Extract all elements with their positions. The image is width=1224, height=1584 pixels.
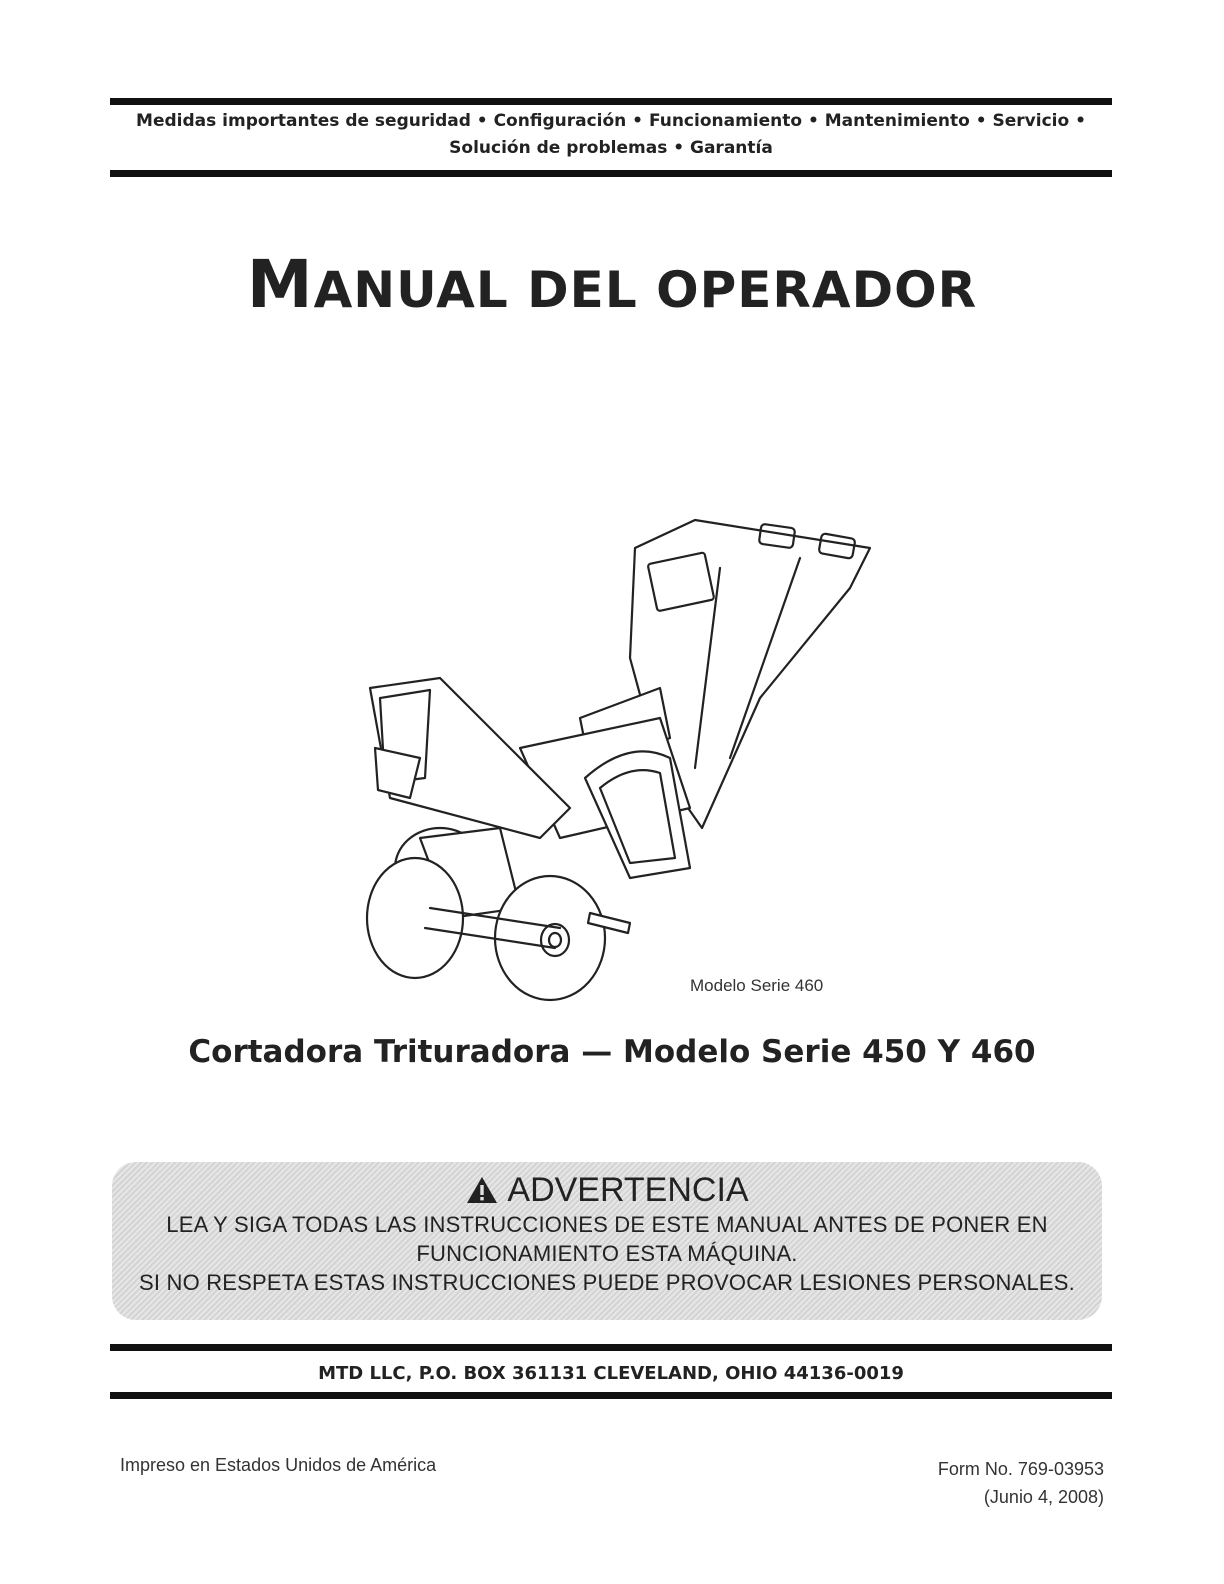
top-rule-2	[110, 170, 1112, 177]
bottom-rule-1	[110, 1344, 1112, 1351]
bottom-rule-2	[110, 1392, 1112, 1399]
warning-line-1: LEA Y SIGA TODAS LAS INSTRUCCIONES DE ESTE MANUAL ANTES DE PONER EN	[166, 1212, 1048, 1237]
title-first-word: ANUAL	[313, 261, 509, 319]
printed-in: Impreso en Estados Unidos de América	[120, 1455, 437, 1475]
warning-triangle-icon	[465, 1175, 499, 1205]
warning-line-2: FUNCIONAMIENTO ESTA MÁQUINA.	[416, 1241, 798, 1266]
topics-line-1: Medidas importantes de seguridad • Configuración • Funcionamiento • Mantenimiento • Servicio •	[136, 111, 1086, 131]
illustration-caption: Modelo Serie 460	[690, 976, 824, 995]
warning-heading-text: ADVERTENCIA	[507, 1171, 749, 1209]
title-rest: DEL OPERADOR	[508, 261, 978, 319]
form-number: Form No. 769-03953	[937, 1459, 1104, 1479]
warning-box	[112, 1162, 1102, 1320]
company-address: MTD LLC, P.O. BOX 361131 CLEVELAND, OHIO 44136-0019	[318, 1363, 904, 1384]
page-title	[0, 246, 1224, 323]
warning-line-3: SI NO RESPETA ESTAS INSTRUCCIONES PUEDE PROVOCAR LESIONES PERSONALES.	[139, 1270, 1075, 1295]
title-initial: M	[246, 246, 314, 323]
form-info	[938, 1455, 1104, 1511]
warning-heading	[112, 1170, 1102, 1210]
topics-banner	[110, 108, 1112, 162]
topics-line-2: Solución de problemas • Garantía	[449, 138, 773, 158]
chipper-shredder-illustration	[330, 508, 890, 1008]
form-date: (Junio 4, 2008)	[983, 1487, 1104, 1507]
product-subtitle: Cortadora Trituradora — Modelo Serie 450 Y 460	[188, 1034, 1036, 1070]
top-rule-1	[110, 98, 1112, 105]
